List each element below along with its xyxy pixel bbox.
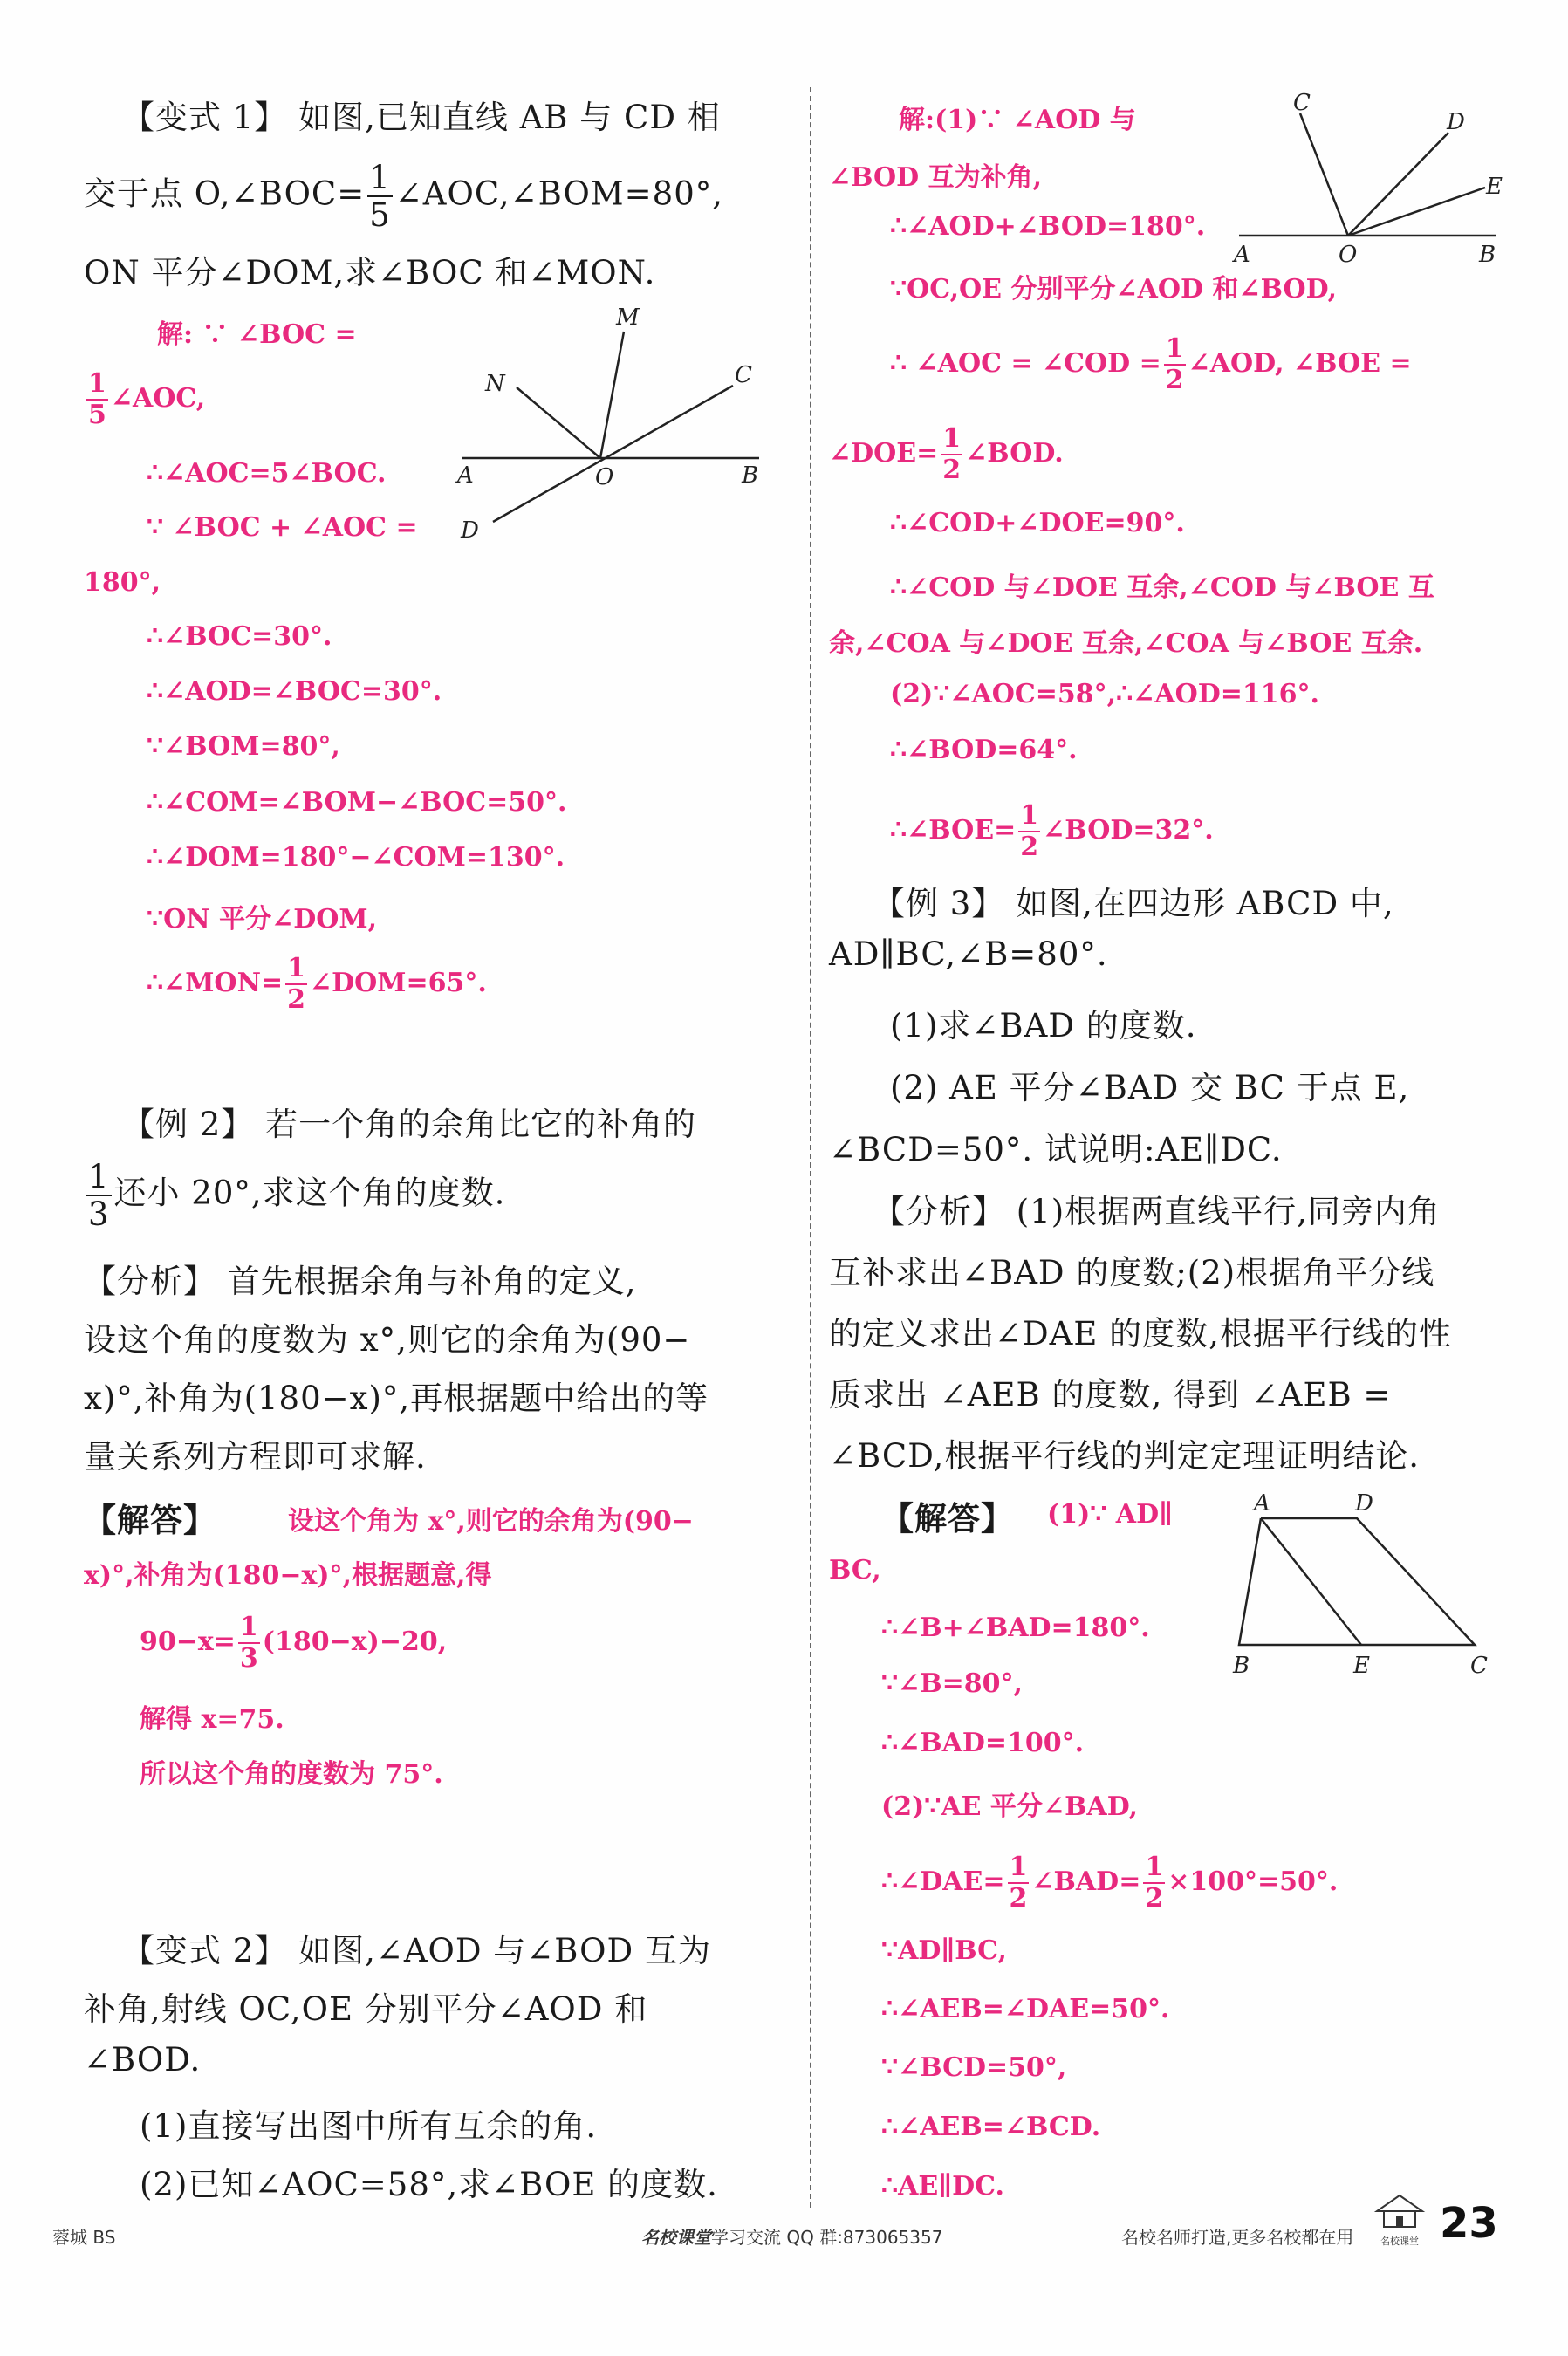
footer-brand: 名校课堂 [641,2227,711,2248]
v1-solution-12: ∴∠MON= $\frac{1}{2}$ ∠DOM=65°. [147,953,487,1015]
example3-line1: 【例 3】 如图,在四边形 ABCD 中, [873,885,1394,922]
brand-logo: 名校课堂 [1372,2192,1428,2244]
fraction: $\frac{1}{5}$ [369,159,391,234]
v1-solution-2: $\frac{1}{5}$ ∠AOC, [88,368,206,430]
label-D: D [1447,109,1465,135]
example3-line2: AD∥BC,∠B=80°. [829,935,1108,973]
label-E: E [1486,174,1503,200]
ex3-solution-5: ∴∠BAD=100°. [881,1728,1085,1758]
ex3-solution-12: ∴AE∥DC. [881,2171,1004,2202]
v2-solution-9: 余,∠COA 与∠DOE 互余,∠COA 与∠BOE 互余. [829,628,1423,659]
variant2-line2: 补角,射线 OC,OE 分别平分∠AOD 和 [84,1990,648,2028]
v1-solution-5: 180°, [84,567,161,598]
example2-analysis-2: 设这个角的度数为 x°,则它的余角为(90− [84,1321,691,1359]
ray-OE [1348,188,1485,236]
variant2-line3: ∠BOD. [84,2041,202,2079]
ex2-solution-3: 90−x= $\frac{1}{3}$ (180−x)−20, [140,1612,448,1674]
ray-OD [1348,133,1448,236]
v2-solution-10: (2)∵∠AOC=58°,∴∠AOD=116°. [890,679,1319,709]
label-A: A [1254,1490,1270,1517]
footer-slogan: 名校名师打造,更多名校都在用 [1121,2227,1354,2248]
v1-solution-6: ∴∠BOC=30°. [147,621,332,652]
v2-solution-6: ∠DOE= $\frac{1}{2}$ ∠BOD. [829,423,1064,485]
ex2-solution-5: 所以这个角的度数为 75°. [140,1759,443,1790]
v2-solution-4: ∵OC,OE 分别平分∠AOD 和∠BOD, [890,274,1338,305]
ex3-solution-8: ∵AD∥BC, [881,1935,1007,1966]
figure-supplementary-angles [1222,87,1518,271]
example2-analysis-4: 量关系列方程即可求解. [84,1438,427,1476]
ex3-solution-10: ∵∠BCD=50°, [881,2052,1067,2083]
house-logo-icon [1372,2192,1428,2230]
ex2-solution-2: x)°,补角为(180−x)°,根据题意,得 [84,1560,492,1591]
example3-analysis-5: ∠BCD,根据平行线的判定定理证明结论. [829,1437,1421,1475]
v2-solution-11: ∴∠BOD=64°. [890,735,1078,765]
example3-line3: (1)求∠BAD 的度数. [890,1007,1197,1044]
example2-line2: $\frac{1}{3}$ 还小 20°,求这个角的度数. [88,1158,506,1233]
v2-solution-7: ∴∠COD+∠DOE=90°. [890,508,1185,538]
example3-analysis-1: 【分析】 (1)根据两直线平行,同旁内角 [873,1193,1441,1230]
label-O: O [595,464,614,490]
example3-analysis-3: 的定义求出∠DAE 的度数,根据平行线的性 [829,1315,1452,1353]
label-B: B [1479,242,1496,268]
quad-ABCD [1239,1518,1475,1645]
example2-line1: 【例 2】 若一个角的余角比它的补角的 [122,1106,697,1143]
footer-edition: 蓉城 BS [52,2227,116,2248]
segment-AE [1261,1518,1361,1645]
label-D: D [1355,1490,1373,1517]
example3-analysis-4: 质求出 ∠AEB 的度数, 得到 ∠AEB = [829,1376,1392,1414]
figure-intersecting-lines [454,305,777,550]
v1-solution-7: ∴∠AOD=∠BOC=30°. [147,676,442,707]
variant2-line4: (1)直接写出图中所有互余的角. [140,2107,598,2145]
ex3-solution-7: ∴∠DAE= $\frac{1}{2}$ ∠BAD= $\frac{1}{2}$ ×100°=50°. [881,1852,1339,1914]
example2-analysis-3: x)°,补角为(180−x)°,再根据题中给出的等 [84,1380,709,1417]
label-C: C [1470,1653,1488,1679]
variant2-line1: 【变式 2】 如图,∠AOD 与∠BOD 互为 [122,1932,711,1969]
ray-ON [517,387,600,458]
v2-solution-8: ∴∠COD 与∠DOE 互余,∠COD 与∠BOE 互 [890,572,1434,603]
label-E: E [1353,1653,1370,1679]
ex3-solution-11: ∴∠AEB=∠BCD. [881,2112,1101,2142]
column-divider [810,87,811,2208]
label-C: C [1293,90,1311,116]
example2-analysis-1: 【分析】 首先根据余角与补角的定义, [84,1263,637,1300]
variant1-line2: 交于点 O,∠BOC= $\frac{1}{5}$ ∠AOC,∠BOM=80°, [84,159,724,234]
label-N: N [485,371,505,397]
variant2-line5: (2)已知∠AOC=58°,求∠BOE 的度数. [140,2166,718,2203]
example3-line4: (2) AE 平分∠BAD 交 BC 于点 E, [890,1069,1410,1106]
label-D: D [461,517,479,544]
ex3-solution-1: (1)∵ AD∥ [1047,1499,1173,1530]
v2-solution-5: ∴ ∠AOC = ∠COD = $\frac{1}{2}$ ∠AOD, ∠BOE = [890,333,1412,395]
v1-solution-10: ∴∠DOM=180°−∠COM=130°. [147,842,565,873]
v2-solution-2: ∠BOD 互为补角, [829,162,1043,193]
ex3-solution-6: (2)∵AE 平分∠BAD, [881,1791,1139,1822]
ex3-solution-9: ∴∠AEB=∠DAE=50°. [881,1994,1170,2024]
variant1-line1: 【变式 1】 如图,已知直线 AB 与 CD 相 [122,99,721,136]
example3-analysis-2: 互补求出∠BAD 的度数;(2)根据角平分线 [829,1254,1435,1291]
example2-answer-label: 【解答】 [84,1501,216,1539]
variant1-line3: ON 平分∠DOM,求∠BOC 和∠MON. [84,254,656,291]
v2-solution-3: ∴∠AOD+∠BOD=180°. [890,211,1206,242]
ex2-solution-4: 解得 x=75. [140,1704,284,1735]
example3-answer-label: 【解答】 [881,1499,1014,1538]
figure-trapezoid [1217,1488,1505,1688]
ray-OM [600,332,624,458]
label-M: M [616,305,640,331]
v1-solution-9: ∴∠COM=∠BOM−∠BOC=50°. [147,787,567,818]
v1-solution-3: ∴∠AOC=5∠BOC. [147,458,387,489]
v2-solution-12: ∴∠BOE= $\frac{1}{2}$ ∠BOD=32°. [890,800,1214,862]
label-A: A [457,462,474,489]
page-number: 23 [1440,2199,1498,2248]
v1-solution-8: ∵∠BOM=80°, [147,731,340,762]
ex3-solution-3: ∴∠B+∠BAD=180°. [881,1613,1150,1643]
example3-line5: ∠BCD=50°. 试说明:AE∥DC. [829,1131,1283,1168]
label-B: B [742,462,759,489]
v1-solution-4: ∵ ∠BOC + ∠AOC = [147,512,418,543]
v1-solution-11: ∵ON 平分∠DOM, [147,904,378,935]
line-CD [493,386,733,522]
ex2-solution-1: 设这个角为 x°,则它的余角为(90− [288,1506,694,1537]
label-O: O [1339,242,1358,268]
label-A: A [1234,242,1250,268]
ex3-solution-2: BC, [829,1555,881,1586]
ray-OC [1300,113,1348,236]
label-B: B [1233,1653,1250,1679]
ex3-solution-4: ∵∠B=80°, [881,1668,1023,1699]
v1-solution-1: 解: ∵ ∠BOC = [157,319,357,350]
v2-solution-1: 解:(1)∵ ∠AOD 与 [899,105,1136,135]
footer-qq-group: 名校课堂学习交流 QQ 群:873065357 [641,2227,943,2248]
label-C: C [735,362,752,388]
